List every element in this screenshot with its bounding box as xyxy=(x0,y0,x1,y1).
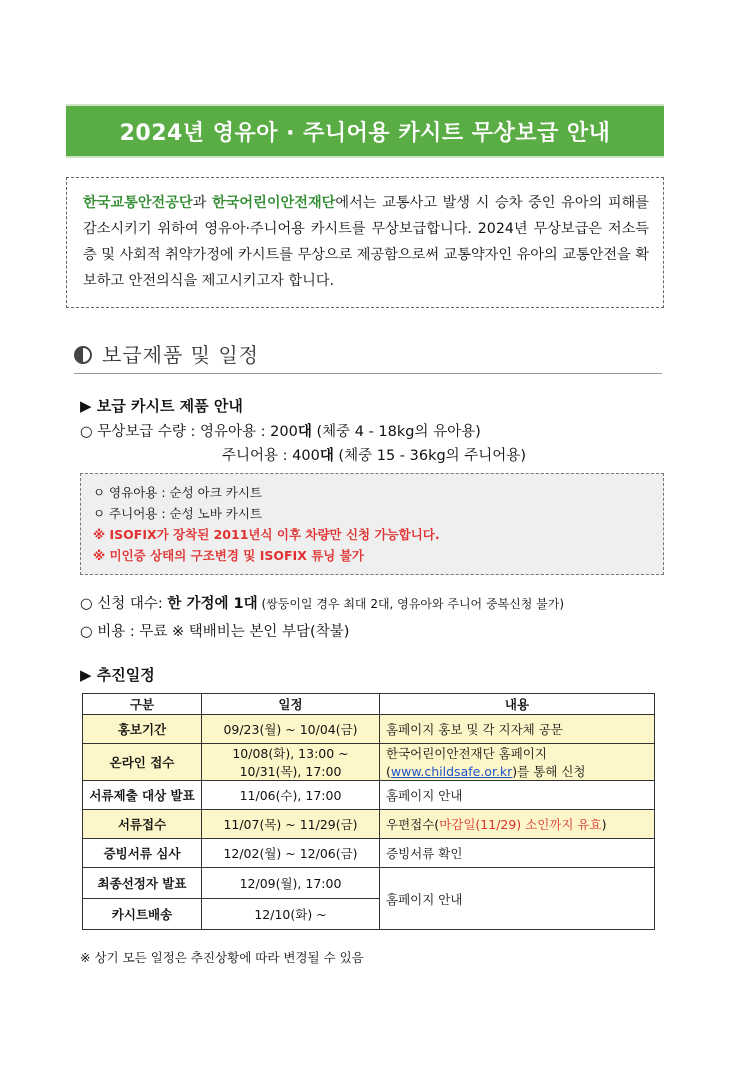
row-content-suffix: )를 통해 신청 xyxy=(512,764,586,779)
row-content xyxy=(380,810,655,839)
org-kotsa: 한국교통안전공단 xyxy=(83,195,193,211)
col-header-category: 구분 xyxy=(83,694,202,715)
section-title: 보급제품 및 일정 xyxy=(102,343,259,367)
row-content-post: ) xyxy=(601,817,607,832)
row-content xyxy=(380,744,655,781)
table-row xyxy=(83,781,655,810)
childsafe-link[interactable]: www.childsafe.or.kr xyxy=(390,764,513,779)
apply-count: 한 가정에 1대 xyxy=(167,596,258,612)
col-header-date: 일정 xyxy=(202,694,380,715)
schedule-table xyxy=(82,693,655,930)
row-date: 11/06(수), 17:00 xyxy=(202,781,380,810)
row-content: 홈페이지 안내 xyxy=(380,781,655,810)
col-header-content: 내용 xyxy=(380,694,655,715)
table-header-row xyxy=(83,694,655,715)
apply-label: ○ 신청 대수: xyxy=(80,596,168,612)
infant-qty-note: (체중 4 - 18kg의 유아용) xyxy=(311,424,481,440)
warning-tuning: ※ 미인증 상태의 구조변경 및 ISOFIX 튜닝 불가 xyxy=(93,548,364,563)
row-category: 카시트배송 xyxy=(83,899,202,930)
row-date xyxy=(202,744,380,781)
qty-line-infant xyxy=(80,420,481,441)
product-note-box xyxy=(80,473,664,575)
intro-text-1: 에서는 교통사고 발생 시 승차 중인 유아의 피해를 감소시키기 위하여 영유아·주니어용 카시트를 무상보급합니다. xyxy=(83,195,649,237)
row-content: 증빙서류 확인 xyxy=(380,839,655,868)
cost-line: ○ 비용 : 무료 ※ 택배비는 본인 부담(착불) xyxy=(80,624,350,640)
qty-line-junior xyxy=(222,444,526,465)
half-circle-icon xyxy=(74,346,92,364)
row-content-line1: 한국어린이안전재단 홈페이지 xyxy=(386,746,547,761)
row-category: 온라인 접수 xyxy=(83,744,202,781)
qty-label: ○ 무상보급 수량 : xyxy=(80,424,201,440)
intro-box xyxy=(66,177,664,308)
row-content-deadline: 마감일(11/29) 소인까지 유효 xyxy=(439,817,602,832)
row-category: 서류제출 대상 발표 xyxy=(83,781,202,810)
note-junior: ㅇ 주니어용 : 순성 노바 카시트 xyxy=(93,506,262,521)
junior-qty-unit: 대 xyxy=(319,448,334,464)
schedule-footnote: ※ 상기 모든 일정은 추진상황에 따라 변경될 수 있음 xyxy=(80,950,364,965)
table-row xyxy=(83,810,655,839)
row-content-line2: (www.childsafe.or.kr)를 통해 신청 xyxy=(386,764,586,779)
section-header xyxy=(74,339,662,374)
row-date: 11/07(목) ~ 11/29(금) xyxy=(202,810,380,839)
junior-qty-note: (체중 15 - 36kg의 주니어용) xyxy=(333,448,526,464)
row-content-pre: 우편접수( xyxy=(386,817,440,832)
apply-note: (쌍둥이일 경우 최대 2대, 영유아와 주니어 중복신청 불가) xyxy=(257,597,564,611)
row-category: 서류접수 xyxy=(83,810,202,839)
apply-line xyxy=(80,592,564,613)
intro-text-2: 2024년 무상보급은 저소득층 및 사회적 취약가정에 카시트를 무상으로 제공함으로써 교통약자인 유아의 교통안전을 확보하고 안전의식을 제고시키고자 합니다. xyxy=(83,221,649,289)
table-row xyxy=(83,839,655,868)
junior-qty: 주니어용 : 400 xyxy=(222,448,320,464)
product-heading: ▶ 보급 카시트 제품 안내 xyxy=(80,397,243,415)
title-banner xyxy=(66,104,664,158)
org-childsafe: 한국어린이안전재단 xyxy=(212,195,336,211)
row-date: 12/09(월), 17:00 xyxy=(202,868,380,899)
row-date: 12/10(화) ~ xyxy=(202,899,380,930)
page-title: 2024년 영유아 · 주니어용 카시트 무상보급 안내 xyxy=(119,120,611,146)
row-content: 홈페이지 홍보 및 각 지자체 공문 xyxy=(380,715,655,744)
row-date-start: 10/08(화), 13:00 ~ xyxy=(232,746,349,761)
warning-isofix: ※ ISOFIX가 장착된 2011년식 이후 차량만 신청 가능합니다. xyxy=(93,527,440,542)
infant-qty: 영유아용 : 200 xyxy=(200,424,298,440)
note-infant: ㅇ 영유아용 : 순성 아크 카시트 xyxy=(93,485,262,500)
infant-qty-unit: 대 xyxy=(297,424,312,440)
row-category: 홍보기간 xyxy=(83,715,202,744)
intro-conj: 과 xyxy=(192,195,213,211)
row-date-end: 10/31(목), 17:00 xyxy=(239,764,342,779)
row-category: 최종선정자 발표 xyxy=(83,868,202,899)
row-date: 12/02(월) ~ 12/06(금) xyxy=(202,839,380,868)
table-row xyxy=(83,744,655,781)
row-date: 09/23(월) ~ 10/04(금) xyxy=(202,715,380,744)
row-category: 증빙서류 심사 xyxy=(83,839,202,868)
table-row xyxy=(83,715,655,744)
schedule-heading: ▶ 추진일정 xyxy=(80,666,155,684)
row-content: 홈페이지 안내 xyxy=(380,868,655,930)
table-row xyxy=(83,868,655,899)
